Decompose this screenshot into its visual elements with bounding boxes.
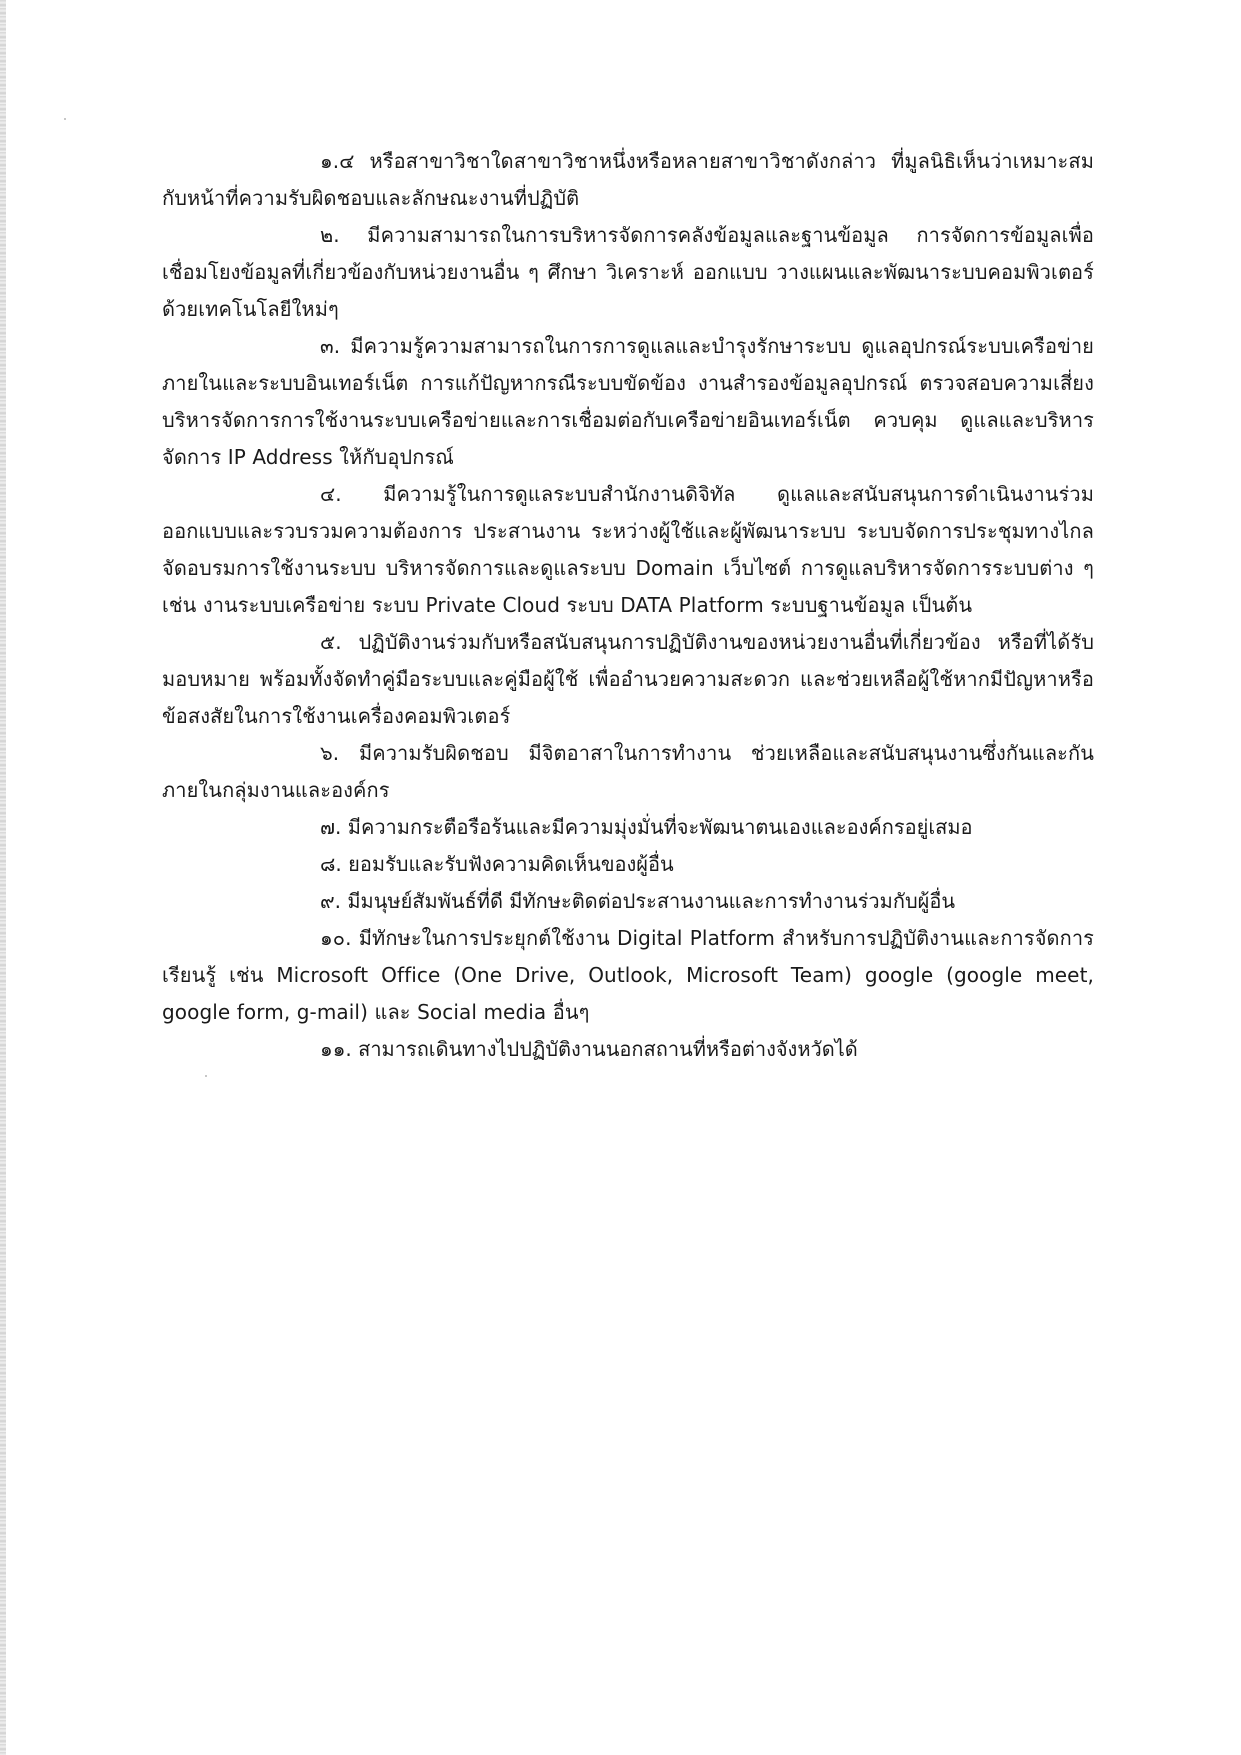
scan-speck bbox=[64, 118, 66, 120]
qualification-1-4: ๑.๔ หรือสาขาวิชาใดสาขาวิชาหนึ่งหรือหลายสาขาวิชาดังกล่าว ที่มูลนิธิเห็นว่าเหมาะสมกับหน้าที่ความรับผิดชอบและลักษณะงานที่ปฏิบัติ bbox=[162, 149, 1094, 210]
qualification-3: ๓. มีความรู้ความสามารถในการการดูแลและบำรุงรักษาระบบ ดูแลอุปกรณ์ระบบเครือข่ายภายในและระบบอินเทอร์เน็ต การแก้ปัญหากรณีระบบขัดข้อง งานสำรองข้อมูลอุปกรณ์ ตรวจสอบความเสี่ยงบริหารจัดการการใช้งานระบบเครือข่ายและการเชื่อมต่อกับเครือข่ายอินเทอร์เน็ต ควบคุม ดูแลและบริหารจัดการ IP Address ให้กับอุปกรณ์ bbox=[162, 334, 1094, 469]
qualification-10: ๑๐. มีทักษะในการประยุกต์ใช้งาน Digital Platform สำหรับการปฏิบัติงานและการจัดการเรียนรู้ เช่น Microsoft Office (One Drive, Outlook, Microsoft Team) google (google meet, google form, g-mail) และ Social media อื่นๆ bbox=[162, 926, 1094, 1024]
qualification-11: ๑๑. สามารถเดินทางไปปฏิบัติงานนอกสถานที่หรือต่างจังหวัดได้ bbox=[320, 1037, 858, 1061]
document-page bbox=[162, 143, 1094, 1068]
scan-speck bbox=[205, 1075, 207, 1077]
qualification-9: ๙. มีมนุษย์สัมพันธ์ที่ดี มีทักษะติดต่อประสานงานและการทำงานร่วมกับผู้อื่น bbox=[320, 889, 956, 913]
scan-edge-artifact bbox=[0, 0, 6, 1755]
qualification-6: ๖. มีความรับผิดชอบ มีจิตอาสาในการทำงาน ช่วยเหลือและสนับสนุนงานซึ่งกันและกันภายในกลุ่มงานและองค์กร bbox=[162, 741, 1094, 802]
qualification-2: ๒. มีความสามารถในการบริหารจัดการคลังข้อมูลและฐานข้อมูล การจัดการข้อมูลเพื่อเชื่อมโยงข้อมูลที่เกี่ยวข้องกับหน่วยงานอื่น ๆ ศึกษา วิเคราะห์ ออกแบบ วางแผนและพัฒนาระบบคอมพิวเตอร์ด้วยเทคโนโลยีใหม่ๆ bbox=[162, 223, 1094, 321]
qualification-7: ๗. มีความกระตือรือร้นและมีความมุ่งมั่นที่จะพัฒนาตนเองและองค์กรอยู่เสมอ bbox=[320, 815, 973, 839]
qualification-5: ๕. ปฏิบัติงานร่วมกับหรือสนับสนุนการปฏิบัติงานของหน่วยงานอื่นที่เกี่ยวข้อง หรือที่ได้รับมอบหมาย พร้อมทั้งจัดทำคู่มือระบบและคู่มือผู้ใช้ เพื่ออำนวยความสะดวก และช่วยเหลือผู้ใช้หากมีปัญหาหรือข้อสงสัยในการใช้งานเครื่องคอมพิวเตอร์ bbox=[162, 630, 1094, 728]
qualification-8: ๘. ยอมรับและรับฟังความคิดเห็นของผู้อื่น bbox=[320, 852, 674, 876]
qualification-4: ๔. มีความรู้ในการดูแลระบบสำนักงานดิจิทัล ดูแลและสนับสนุนการดำเนินงานร่วมออกแบบและรวบรวมความต้องการ ประสานงาน ระหว่างผู้ใช้และผู้พัฒนาระบบ ระบบจัดการประชุมทางไกลจัดอบรมการใช้งานระบบ บริหารจัดการและดูแลระบบ Domain เว็บไซต์ การดูแลบริหารจัดการระบบต่าง ๆ เช่น งานระบบเครือข่าย ระบบ Private Cloud ระบบ DATA Platform ระบบฐานข้อมูล เป็นต้น bbox=[162, 482, 1094, 617]
